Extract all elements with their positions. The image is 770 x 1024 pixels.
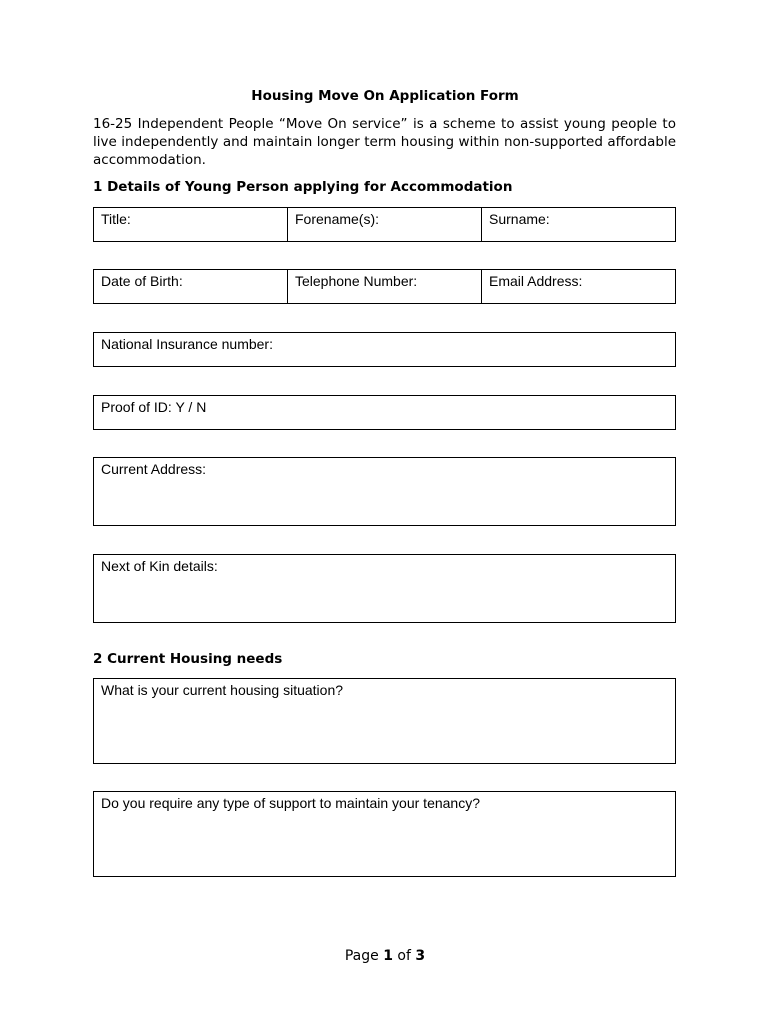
email-field[interactable]: Email Address: bbox=[489, 273, 583, 289]
support-needs-label: Do you require any type of support to maintain your tenancy? bbox=[101, 795, 480, 811]
proof-of-id-label: Proof of ID: Y / N bbox=[101, 399, 207, 415]
current-address-box[interactable] bbox=[93, 457, 676, 526]
section-1-heading: 1 Details of Young Person applying for Accommodation bbox=[93, 179, 513, 195]
forename-field[interactable]: Forename(s): bbox=[288, 208, 482, 241]
section-2-heading: 2 Current Housing needs bbox=[93, 651, 283, 667]
page-prefix: Page bbox=[344, 948, 379, 964]
date-of-birth-field[interactable]: Date of Birth: bbox=[94, 270, 288, 303]
housing-situation-label: What is your current housing situation? bbox=[101, 682, 344, 698]
current-address-label: Current Address: bbox=[101, 461, 207, 477]
housing-situation-box[interactable] bbox=[93, 678, 676, 764]
page-of: of bbox=[397, 948, 411, 964]
personal-details-row-1 bbox=[93, 207, 676, 242]
total-pages: 3 bbox=[415, 948, 426, 964]
next-of-kin-box[interactable] bbox=[93, 554, 676, 623]
page-number bbox=[0, 948, 770, 964]
title-field[interactable]: Title: bbox=[94, 208, 288, 241]
next-of-kin-label: Next of Kin details: bbox=[101, 558, 218, 574]
form-title: Housing Move On Application Form bbox=[251, 88, 519, 104]
proof-of-id-box[interactable] bbox=[93, 395, 676, 430]
ni-number-label: National Insurance number: bbox=[101, 336, 273, 352]
personal-details-row-2 bbox=[93, 269, 676, 304]
intro-paragraph: 16-25 Independent People “Move On service” is a scheme to assist young people to live independently and maintain longer term housing within non-supported affordable accommodation. bbox=[93, 116, 676, 168]
support-needs-box[interactable] bbox=[93, 791, 676, 877]
surname-field[interactable]: Surname: bbox=[489, 211, 550, 227]
ni-number-box[interactable] bbox=[93, 332, 676, 367]
telephone-field[interactable]: Telephone Number: bbox=[288, 270, 482, 303]
current-page: 1 bbox=[383, 948, 393, 964]
